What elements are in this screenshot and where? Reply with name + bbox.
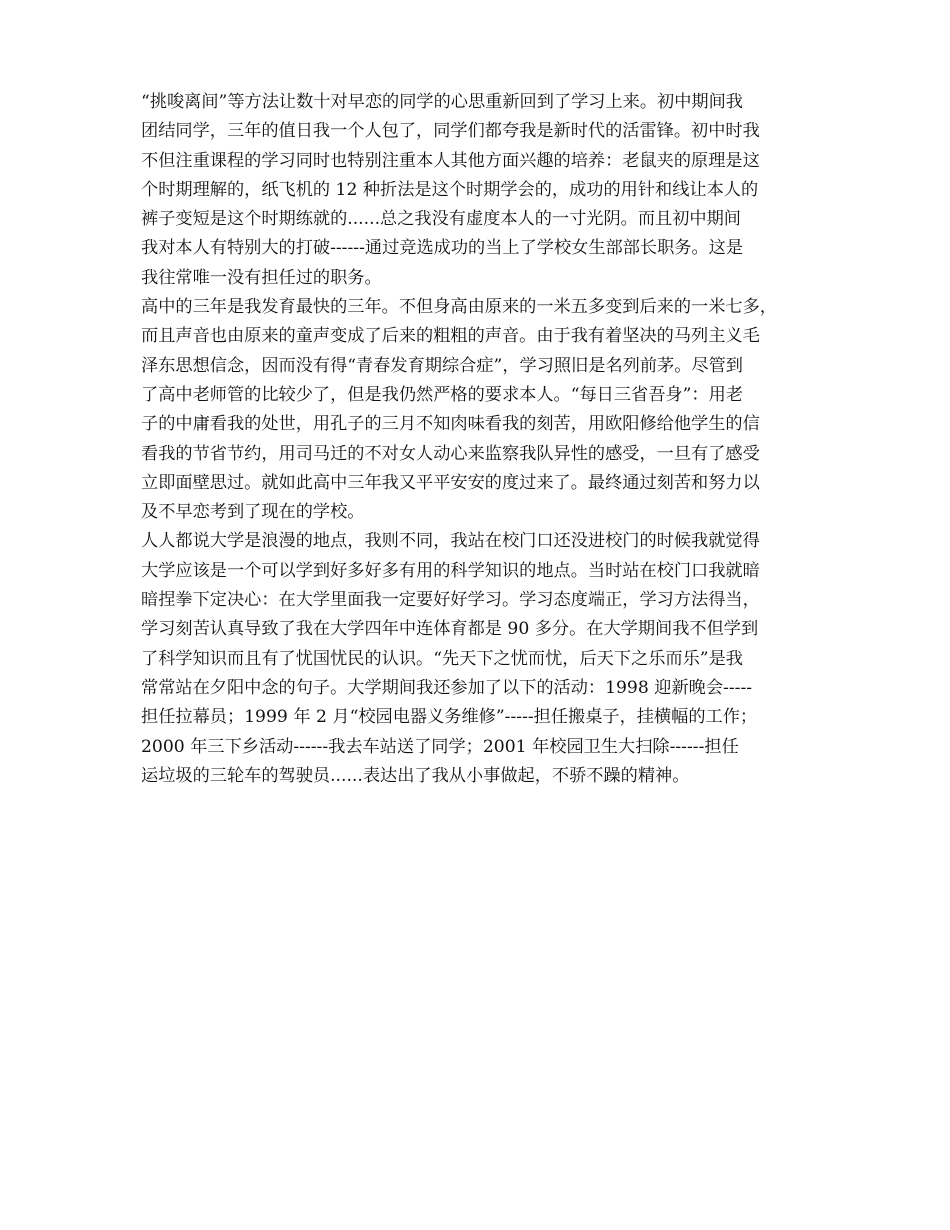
- document-body: [141, 88, 831, 791]
- text-line: 学习刻苦认真导致了我在大学四年中连体育都是 90 多分。在大学期间我不但学到: [141, 619, 759, 640]
- text-line: 我对本人有特别大的打破------通过竞选成功的当上了学校女生部部长职务。这是: [141, 238, 744, 259]
- text-line: 看我的节省节约，用司马迁的不对女人动心来监察我队异性的感受，一旦有了感受: [141, 443, 760, 464]
- text-line: 2000 年三下乡活动------我去车站送了同学；2001 年校园卫生大扫除------担任: [141, 736, 739, 757]
- text-line: 我往常唯一没有担任过的职务。: [141, 267, 382, 288]
- text-line: 暗捏拳下定决心：在大学里面我一定要好好学习。学习态度端正，学习方法得当，: [141, 590, 760, 611]
- text-line: 不但注重课程的学习同时也特别注重本人其他方面兴趣的培养：老鼠夹的原理是这: [141, 150, 760, 171]
- text-line: 大学应该是一个可以学到好多好多有用的科学知识的地点。当时站在校门口我就暗: [141, 560, 760, 581]
- paragraph-1: [141, 88, 831, 293]
- text-line: 裤子变短是这个时期练就的......总之我没有虚度本人的一寸光阴。而且初中期间: [141, 209, 741, 230]
- paragraph-3: [141, 527, 831, 791]
- paragraph-2: [141, 293, 831, 527]
- text-line: 担任拉幕员；1999 年 2 月“校园电器义务维修”-----担任搬桌子，挂横幅的工作；: [141, 707, 758, 728]
- text-line: 子的中庸看我的处世，用孔子的三月不知肉味看我的刻苦，用欧阳修给他学生的信: [141, 414, 760, 435]
- text-line: 立即面壁思过。就如此高中三年我又平平安安的度过来了。最终通过刻苦和努力以: [141, 472, 760, 493]
- text-line: 人人都说大学是浪漫的地点，我则不同，我站在校门口还没进校门的时候我就觉得: [141, 531, 760, 552]
- text-line: 而且声音也由原来的童声变成了后来的粗粗的声音。由于我有着坚决的马列主义毛: [141, 326, 760, 347]
- text-line: 个时期理解的，纸飞机的 12 种折法是这个时期学会的，成功的用针和线让本人的: [141, 179, 759, 200]
- text-line: 常常站在夕阳中念的句子。大学期间我还参加了以下的活动：1998 迎新晚会-----: [141, 677, 753, 698]
- text-line: 泽东思想信念，因而没有得“青春发育期综合症”，学习照旧是名列前茅。尽管到: [141, 355, 743, 376]
- text-line: 及不早恋考到了现在的学校。: [141, 502, 365, 523]
- text-line: 了高中老师管的比较少了，但是我仍然严格的要求本人。“每日三省吾身”：用老: [141, 384, 743, 405]
- text-line: 了科学知识而且有了忧国忧民的认识。“先天下之忧而忧，后天下之乐而乐”是我: [141, 648, 743, 669]
- text-line: 运垃圾的三轮车的驾驶员......表达出了我从小事做起，不骄不躁的精神。: [141, 765, 690, 786]
- text-line: 高中的三年是我发育最快的三年。不但身高由原来的一米五多变到后来的一米七多，: [141, 297, 777, 318]
- text-line: “挑唆离间”等方法让数十对早恋的同学的心思重新回到了学习上来。初中期间我: [141, 92, 743, 112]
- text-line: 团结同学，三年的值日我一个人包了，同学们都夸我是新时代的活雷锋。初中时我: [141, 121, 760, 142]
